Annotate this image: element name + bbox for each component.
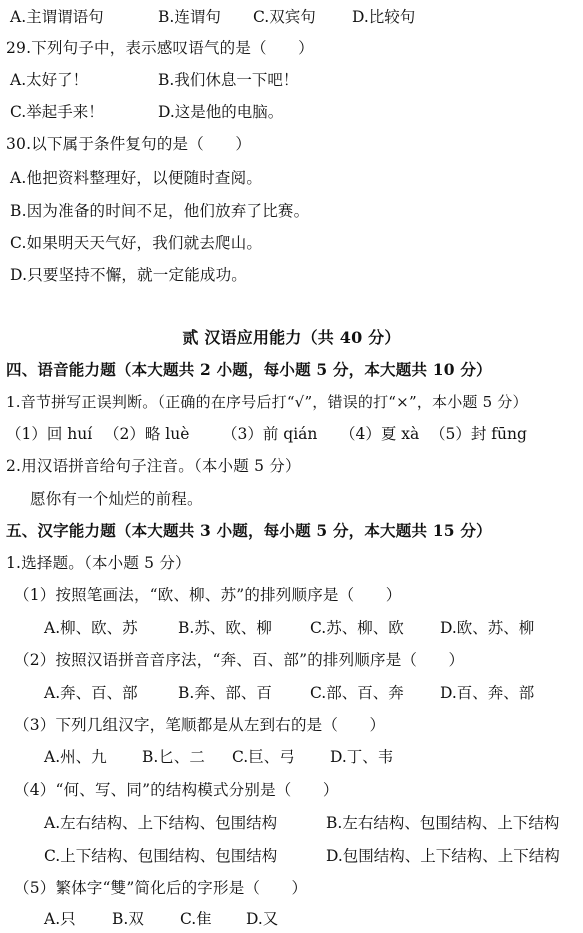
part5-sub5-option-c: C.隹 bbox=[180, 910, 212, 928]
part5-sub3-option-d: D.丁、韦 bbox=[330, 748, 394, 766]
part5-sub4-option-a: A.左右结构、上下结构、包围结构 bbox=[44, 814, 278, 832]
part5-heading: 五、汉字能力题（本大题共 3 小题，每小题 5 分，本大题共 15 分） bbox=[6, 521, 492, 540]
part5-sub3-option-b: B.匕、二 bbox=[142, 748, 205, 766]
part5-sub4-option-b: B.左右结构、包围结构、上下结构 bbox=[326, 814, 560, 832]
part4-q1-item-3: （3）前 qián bbox=[222, 425, 318, 443]
q29-option-a: A.太好了！ bbox=[10, 71, 89, 89]
part4-q1-item-4: （4）夏 xà bbox=[340, 425, 420, 443]
part5-sub5-option-a: A.只 bbox=[44, 910, 76, 928]
part5-sub3-stem: （3）下列几组汉字，笔顺都是从左到右的是（ ） bbox=[14, 716, 386, 734]
q29-option-b: B.我们休息一下吧！ bbox=[158, 71, 299, 89]
part4-q1-item-2: （2）略 luè bbox=[104, 425, 190, 443]
part4-q1-item-1: （1）回 huí bbox=[6, 425, 93, 443]
part4-q2-stem: 2.用汉语拼音给句子注音。（本小题 5 分） bbox=[6, 457, 301, 475]
part5-sub5-option-b: B.双 bbox=[112, 910, 144, 928]
part4-q1-stem: 1.音节拼写正误判断。（正确的在序号后打“√”，错误的打“×”，本小题 5 分） bbox=[6, 393, 528, 411]
q30-option-c: C.如果明天天气好，我们就去爬山。 bbox=[10, 234, 263, 252]
top-option-a: A.主谓谓语句 bbox=[10, 8, 104, 26]
part5-sub1-option-a: A.柳、欧、苏 bbox=[44, 619, 138, 637]
part5-sub5-stem: （5）繁体字“雙”简化后的字形是（ ） bbox=[14, 879, 308, 897]
q30-option-a: A.他把资料整理好，以便随时查阅。 bbox=[10, 169, 263, 187]
part5-sub4-option-d: D.包围结构、上下结构、上下结构 bbox=[326, 847, 560, 865]
top-option-d: D.比较句 bbox=[352, 8, 416, 26]
q29-option-c: C.举起手来！ bbox=[10, 103, 104, 121]
part5-q1-stem: 1.选择题。（本小题 5 分） bbox=[6, 554, 191, 572]
part5-sub1-option-d: D.欧、苏、柳 bbox=[440, 619, 535, 637]
part5-sub2-option-d: D.百、奔、部 bbox=[440, 684, 535, 702]
part4-heading: 四、语音能力题（本大题共 2 小题，每小题 5 分，本大题共 10 分） bbox=[6, 360, 492, 379]
part5-sub2-option-c: C.部、百、奔 bbox=[310, 684, 404, 702]
part4-q1-item-5: （5）封 fūng bbox=[430, 425, 527, 443]
part5-sub1-stem: （1）按照笔画法，“欧、柳、苏”的排列顺序是（ ） bbox=[14, 586, 402, 604]
part5-sub2-option-b: B.奔、部、百 bbox=[178, 684, 272, 702]
part5-sub5-option-d: D.又 bbox=[246, 910, 279, 928]
part5-sub1-option-b: B.苏、欧、柳 bbox=[178, 619, 272, 637]
section-title: 贰 汉语应用能力（共 40 分） bbox=[182, 328, 401, 347]
part5-sub3-option-c: C.巨、弓 bbox=[232, 748, 295, 766]
part5-sub2-stem: （2）按照汉语拼音音序法，“奔、百、部”的排列顺序是（ ） bbox=[14, 651, 465, 669]
part5-sub1-option-c: C.苏、柳、欧 bbox=[310, 619, 404, 637]
q30-option-b: B.因为准备的时间不足，他们放弃了比赛。 bbox=[10, 202, 310, 220]
top-option-c: C.双宾句 bbox=[253, 8, 316, 26]
q29-option-d: D.这是他的电脑。 bbox=[158, 103, 284, 121]
q30-stem: 30.以下属于条件复句的是（ ） bbox=[6, 135, 252, 153]
part5-sub4-stem: （4）“何、写、同”的结构模式分别是（ ） bbox=[14, 781, 339, 799]
q29-stem: 29.下列句子中，表示感叹语气的是（ ） bbox=[6, 39, 314, 57]
part5-sub3-option-a: A.州、九 bbox=[44, 748, 107, 766]
part5-sub4-option-c: C.上下结构、包围结构、包围结构 bbox=[44, 847, 278, 865]
q30-option-d: D.只要坚持不懈，就一定能成功。 bbox=[10, 266, 248, 284]
part4-q2-sentence: 愿你有一个灿烂的前程。 bbox=[30, 490, 203, 508]
top-option-b: B.连谓句 bbox=[158, 8, 221, 26]
part5-sub2-option-a: A.奔、百、部 bbox=[44, 684, 138, 702]
